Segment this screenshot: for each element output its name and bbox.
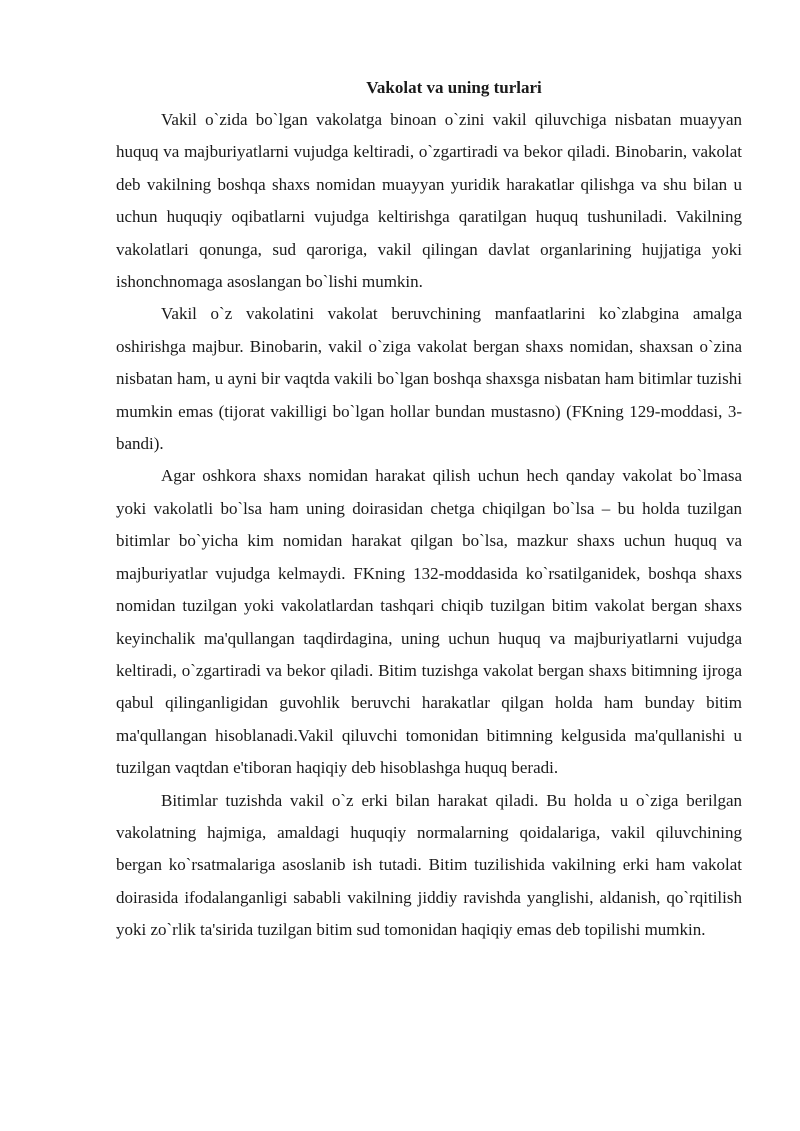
paragraph-2: Vakil o`z vakolatini vakolat beruvchining manfaatlarini ko`zlabgina amalga oshirishga majbur. Binobarin, vakil o`ziga vakolat bergan shaxs nomidan, shaxsan o`zina nisbatan ham, u ayni bir vaqtda vakili bo`lgan boshqa shaxsga nisbatan ham bitimlar tuzishi mumkin emas (tijorat vakilligi bo`lgan hollar bundan mustasno) (FKning 129-moddasi, 3-bandi).: [116, 304, 742, 454]
paragraph-4: Bitimlar tuzishda vakil o`z erki bilan harakat qiladi. Bu holda u o`ziga berilgan vakolatning hajmiga, amaldagi huquqiy normalarning qoidalariga, vakil qiluvchining bergan ko`rsatmalariga asoslanib ish tutadi. Bitim tuzilishida vakilning erki ham vakolat doirasida ifodalanganligi sababli vakilning jiddiy ravishda yanglishi, aldanish, qo`rqitilish yoki zo`rlik ta'sirida tuzilgan bitim sud tomonidan haqiqiy emas deb topilishi mumkin.: [116, 790, 742, 940]
document-body: [116, 72, 742, 947]
document-title: Vakolat va uning turlari: [366, 78, 542, 97]
paragraph-1: Vakil o`zida bo`lgan vakolatga binoan o`zini vakil qiluvchiga nisbatan muayyan huquq va majburiyatlarni vujudga keltiradi, o`zgartiradi va bekor qiladi. Binobarin, vakolat deb vakilning boshqa shaxs nomidan muayyan yuridik harakatlar qilishga va shu bilan u uchun huquqiy oqibatlarni vujudga keltirishga qaratilgan huquq tushuniladi. Vakilning vakolatlari qonunga, sud qaroriga, vakil qilingan davlat organlarining hujjatiga yoki ishonchnomaga asoslangan bo`lishi mumkin.: [116, 110, 742, 292]
paragraph-3: Agar oshkora shaxs nomidan harakat qilish uchun hech qanday vakolat bo`lmasa yoki vakolatli bo`lsa ham uning doirasidan chetga chiqilgan bo`lsa – bu holda tuzilgan bitimlar bo`yicha kim nomidan harakat qilgan bo`lsa, mazkur shaxs uchun huquq va majburiyatlar vujudga kelmaydi. FKning 132-moddasida ko`rsatilganidek, boshqa shaxs nomidan tuzilgan yoki vakolatlardan tashqari chiqib tuzilgan bitim vakolat bergan shaxs keyinchalik ma'qullangan taqdirdagina, uning uchun huquq va majburiyatlarni vujudga keltiradi, o`zgartiradi va bekor qiladi. Bitim tuzishga vakolat bergan shaxs bitimning ijroga qabul qilinganligidan guvohlik beruvchi harakatlar qilgan holda ham bunday bitim ma'qullangan hisoblanadi.Vakil qiluvchi tomonidan bitimning kelgusida ma'qullanishi u tuzilgan vaqtdan e'tiboran haqiqiy deb hisoblashga huquq beradi.: [116, 466, 742, 778]
